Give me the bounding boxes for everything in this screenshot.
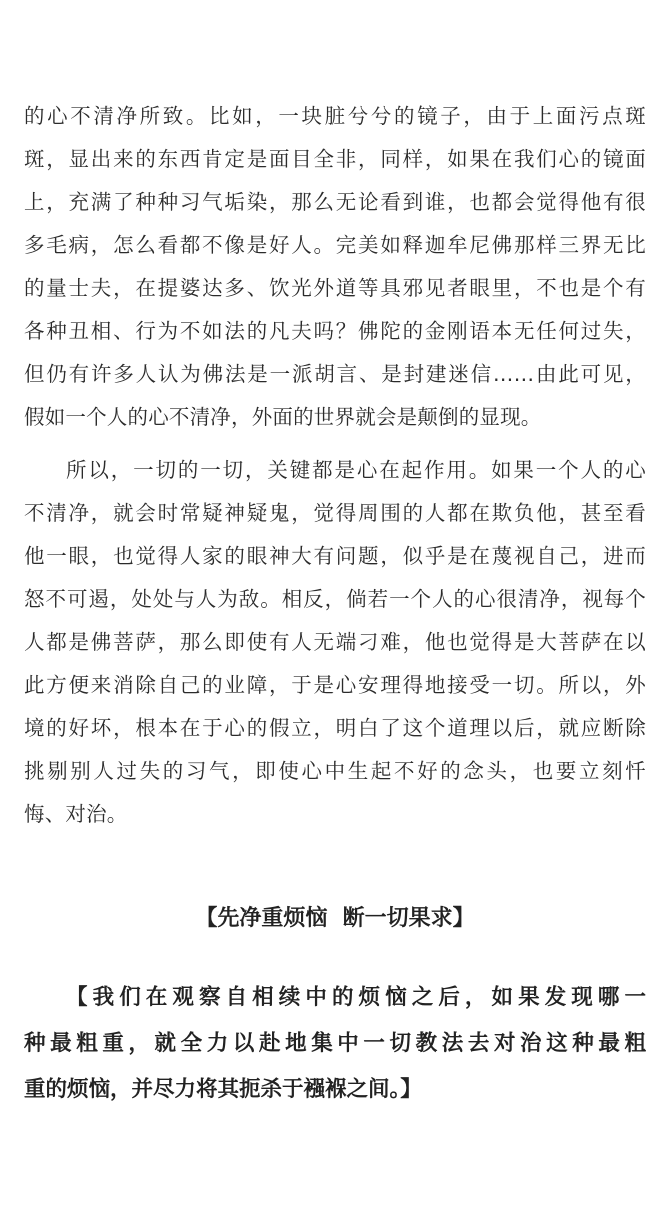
quote-line: 种最粗重，就全力以赴地集中一切教法去对治这种最粗 <box>24 1031 646 1056</box>
text-line: 所以，一切的一切，关键都是心在起作用。如果一个人的心 <box>66 458 646 482</box>
text-line: 的心不清净所致。比如，一块脏兮兮的镜子，由于上面污点斑 <box>24 104 646 128</box>
text-line: 悔、对治。 <box>24 802 128 826</box>
text-line: 不清净，就会时常疑神疑鬼，觉得周围的人都在欺负他，甚至看 <box>24 501 646 525</box>
quote-line: 重的烦恼，并尽力将其扼杀于襁褓之间。】 <box>24 1077 422 1102</box>
text-line: 假如一个人的心不清净，外面的世界就会是颠倒的显现。 <box>24 405 542 429</box>
text-line: 各种丑相、行为不如法的凡夫吗？佛陀的金刚语本无任何过失， <box>24 319 646 343</box>
text-line: 上，充满了种种习气垢染，那么无论看到谁，也都会觉得他有很 <box>24 190 646 214</box>
text-line: 但仍有许多人认为佛法是一派胡言、是封建迷信……由此可见， <box>24 362 646 386</box>
text-line: 人都是佛菩萨，那么即使有人无端刁难，他也觉得是大菩萨在以 <box>24 630 646 654</box>
quote-line: 【我们在观察自相续中的烦恼之后，如果发现哪一 <box>66 985 646 1010</box>
section-heading: 【先净重烦恼 断一切果求】 <box>195 905 475 931</box>
text-line: 怒不可遏，处处与人为敌。相反，倘若一个人的心很清净，视每个 <box>24 587 646 611</box>
text-line: 他一眼，也觉得人家的眼神大有问题，似乎是在蔑视自己，进而 <box>24 544 646 568</box>
text-line: 多毛病，怎么看都不像是好人。完美如释迦牟尼佛那样三界无比 <box>24 233 646 257</box>
text-line: 境的好坏，根本在于心的假立，明白了这个道理以后，就应断除 <box>24 716 646 740</box>
text-line: 挑剔别人过失的习气，即使心中生起不好的念头，也要立刻忏 <box>24 759 646 783</box>
text-line: 此方便来消除自己的业障，于是心安理得地接受一切。所以，外 <box>24 673 646 697</box>
text-line: 的量士夫，在提婆达多、饮光外道等具邪见者眼里，不也是个有 <box>24 276 646 300</box>
text-line: 斑，显出来的东西肯定是面目全非，同样，如果在我们心的镜面 <box>24 147 646 171</box>
